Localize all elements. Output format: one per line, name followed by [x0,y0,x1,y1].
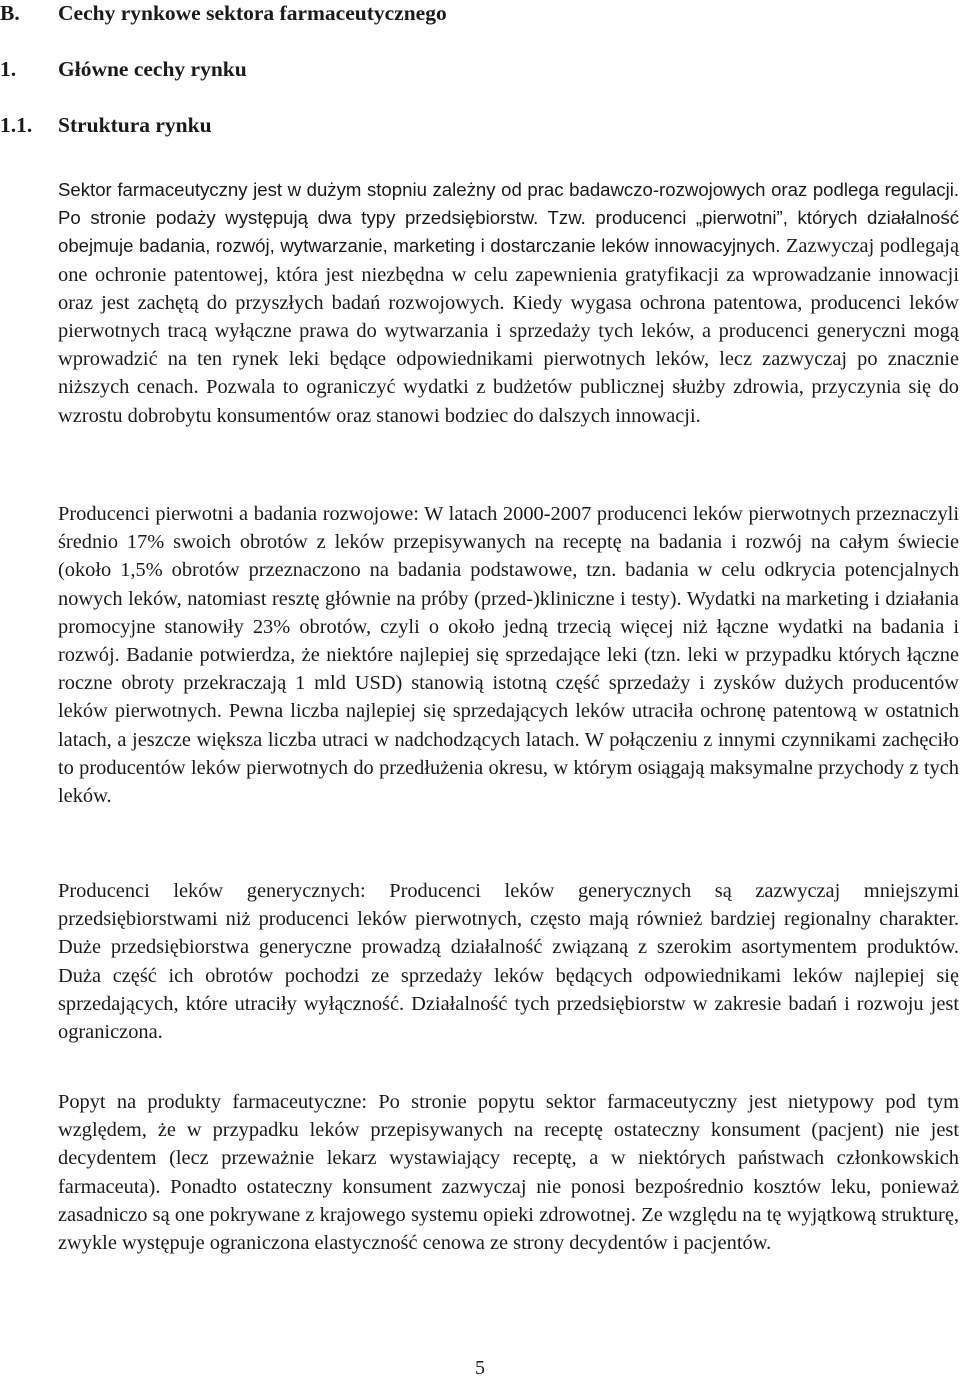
subchapter-title: Struktura rynku [58,113,212,137]
subchapter-heading-1-1 [0,112,212,138]
chapter-heading-1 [0,56,247,82]
paragraph-market-structure [58,176,959,430]
section-number: B. [0,1,20,25]
paragraph-segment-sans: Sektor farmaceutyczny jest w dużym stopniu zależny od prac badawczo-rozwojowych oraz podlega regulacji. Po stronie podaży występują dwa typy przedsiębiorstw. Tzw. producenci „pierwotni”, których działalność obejmuje badania, rozwój, wytwarzanie, marketing i dostarczanie leków innowacyjnych. [58,179,959,257]
paragraph-demand: Popyt na produkty farmaceutyczne: Po stronie popytu sektor farmaceutyczny jest nietypowy pod tym względem, że w przypadku leków przepisywanych na receptę ostateczny konsument (pacjent) nie jest decydentem (lecz przeważnie lekarz wystawiający receptę, a w niektórych państwach członkowskich farmaceuta). Ponadto ostateczny konsument zazwyczaj nie ponosi bezpośrednio kosztów leku, ponieważ zasadniczo są one pokrywane z krajowego systemu opieki zdrowotnej. Ze względu na tę wyjątkową strukturę, zwykle występuje ograniczona elastyczność cenowa ze strony decydentów i pacjentów. [58,1091,959,1255]
paragraph-segment: Pozwala to ograniczyć wydatki z budżetów publicznej służby zdrowia, przyczynia się do wzrostu dobrobytu konsumentów oraz stanowi bodziec do dalszych innowacji. [58,376,959,427]
section-heading-b [0,0,447,26]
paragraph-generic-producers: Producenci leków generycznych: Producenci leków generycznych są zazwyczaj mniejszymi przedsiębiorstwami niż producenci leków pierwotnych, często mają również bardziej regionalny charakter. Duże przedsiębiorstwa generyczne prowadzą działalność związaną z szerokim asortymentem produktów. Duża część ich obrotów pochodzi ze sprzedaży leków będących odpowiednikami leków najlepiej się sprzedających, które utraciły wyłączność. Działalność tych przedsiębiorstw w zakresie badań i rozwoju jest ograniczona. [58,880,959,1044]
paragraph-segment: Zazwyczaj podlegają one ochronie patentowej, która jest niezbędna w celu zapewnienia gratyfikacji za wprowadzanie innowacji oraz jest zachętą do przyszłych badań rozwojowych. Kiedy wygasa ochrona patentowa, producenci leków pierwotnych tracą wyłączne prawa do wytwarzania i sprzedaży tych leków, a producenci generyczni mogą wprowadzić na ten rynek leki będące odpowiednikami pierwotnych leków, lecz zazwyczaj po znacznie niższych cenach. [58,235,959,399]
subchapter-number: 1.1. [0,113,33,137]
page-number: 5 [475,1357,485,1379]
paragraph-original-producers: Producenci pierwotni a badania rozwojowe: W latach 2000-2007 producenci leków pierwotnych przeznaczyli średnio 17% swoich obrotów z leków przepisywanych na receptę na badania i rozwój na całym świecie (około 1,5% obrotów przeznaczono na badania podstawowe, tzn. badania w celu odkrycia potencjalnych nowych leków, natomiast resztę głównie na próby (przed-)kliniczne i testy). Wydatki na marketing i działania promocyjne stanowiły 23% obrotów, czyli o około jedną trzecią więcej niż łączne wydatki na badania i rozwój. Badanie potwierdza, że niektóre najlepiej się sprzedające leki (tzn. leki w przypadku których łączne roczne obroty przekraczają 1 mld USD) stanowią istotną część sprzedaży i zysków dużych producentów leków pierwotnych. Pewna liczba najlepiej się sprzedających leków utraciła ochronę patentową w ostatnich latach, a jeszcze większa liczba utraci w nadchodzących latach. W połączeniu z innymi czynnikami zachęciło to producentów leków pierwotnych do przedłużenia okresu, w którym osiągają maksymalne przychody z tych leków. [58,503,959,808]
section-title: Cechy rynkowe sektora farmaceutycznego [58,1,447,25]
chapter-number: 1. [0,57,17,81]
chapter-title: Główne cechy rynku [58,57,247,81]
